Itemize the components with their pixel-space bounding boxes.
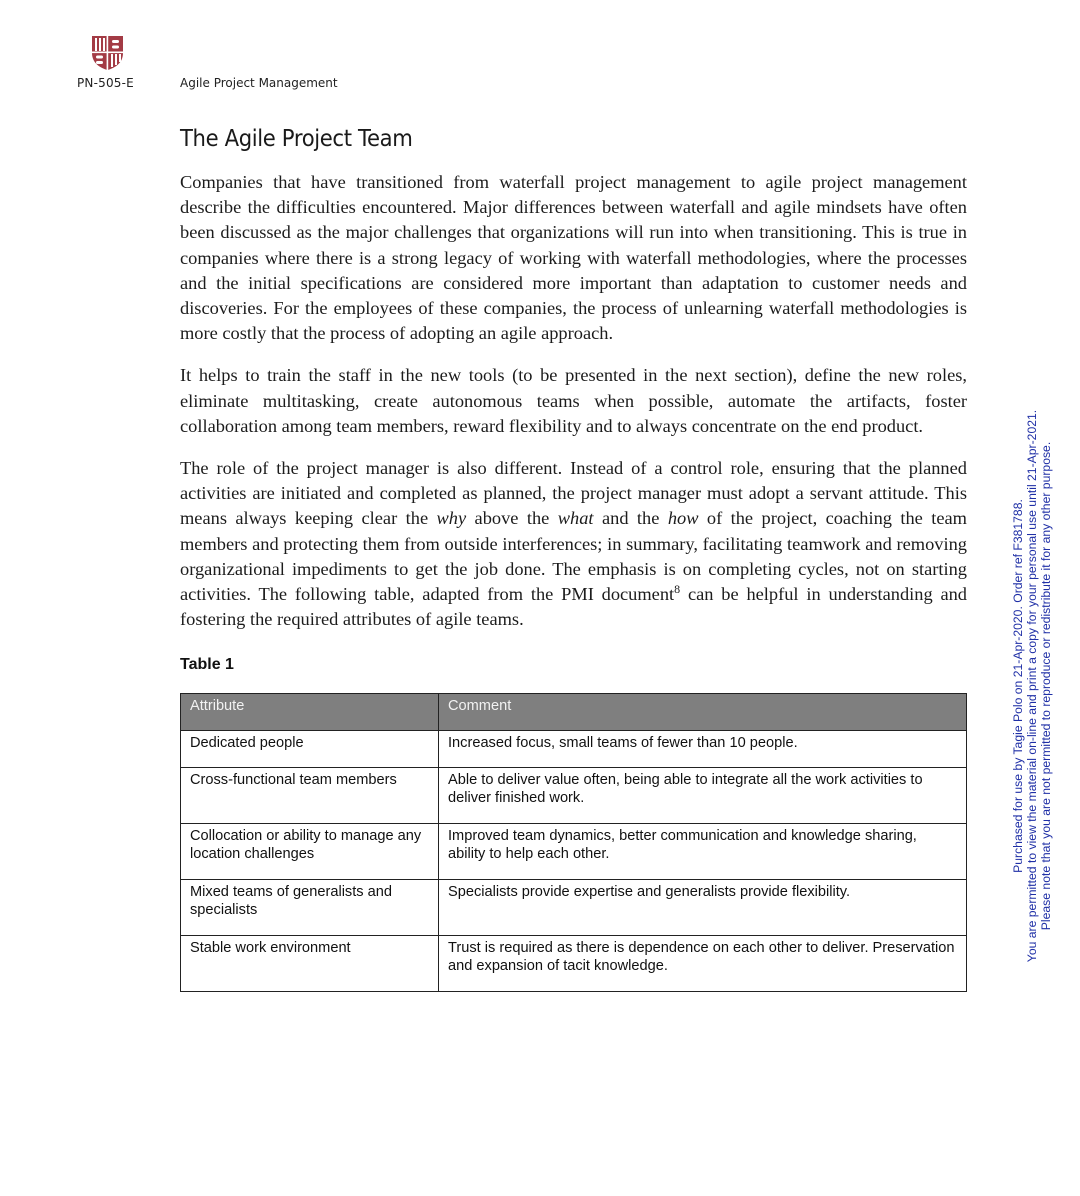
paragraph-3 [180, 456, 967, 632]
comment-cell: Trust is required as there is dependence on each other to deliver. Preservation and expansion of tacit knowledge. [439, 936, 967, 992]
table-header-row [181, 694, 967, 731]
attribute-cell: Dedicated people [181, 731, 439, 768]
comment-cell: Specialists provide expertise and generalists provide flexibility. [439, 880, 967, 936]
emphasis-what: what [557, 508, 594, 529]
table-row [181, 731, 967, 768]
attribute-cell: Collocation or ability to manage any location challenges [181, 824, 439, 880]
attribute-cell: Cross-functional team members [181, 768, 439, 824]
attributes-table [180, 693, 967, 992]
emphasis-why: why [436, 508, 467, 529]
document-body [180, 126, 967, 992]
text-run: The role of the project manager is also different. Instead of a control role, ensuring that the planned activities are initiated and completed as planned, the project manager must adopt a servant attitude. This means always keeping clear the [180, 458, 967, 529]
text-run: and the [593, 508, 668, 529]
table-row [181, 768, 967, 824]
column-header-comment: Comment [439, 694, 967, 731]
column-header-attribute: Attribute [181, 694, 439, 731]
text-run: above the [466, 508, 558, 529]
paragraph-1: Companies that have transitioned from waterfall project management to agile project management describe the difficulties encountered. Major differences between waterfall and agile mindsets have often been discussed as the major challenges that organizations will run into when transitioning. This is true in companies where there is a strong legacy of working with waterfall methodologies, where the processes and the initial specifications are considered more important than adaptation to customer needs and discoveries. For the employees of these companies, the process of unlearning waterfall methodologies is more costly that the process of adopting an agile approach. [180, 172, 967, 344]
series-title: Agile Project Management [180, 76, 338, 90]
text-run: of the project, coaching the team members and protecting them from outside interferences; in summary, facilitating teamwork and removing organizational impediments to get the job done. The emphasis is on completing cycles, not on starting activities. The following table, adapted from the PMI document [180, 508, 967, 605]
watermark-line: You are permitted to view the material on-line and print a copy for your personal use until 21-Apr-2021. [1025, 409, 1039, 963]
attribute-cell: Mixed teams of generalists and specialists [181, 880, 439, 936]
section-title: The Agile Project Team [180, 126, 413, 152]
document-code: PN-505-E [77, 76, 134, 90]
table-row [181, 880, 967, 936]
attribute-cell: Stable work environment [181, 936, 439, 992]
table-caption: Table 1 [180, 656, 234, 674]
footnote-reference[interactable]: 8 [674, 581, 681, 596]
watermark-line: Please note that you are not permitted to reproduce or redistribute it for any other purpose. [1039, 441, 1053, 931]
comment-cell: Able to deliver value often, being able to integrate all the work activities to deliver finished work. [439, 768, 967, 824]
text-run: can be helpful in understanding and fostering the required attributes of agile teams. [180, 584, 967, 630]
table-row [181, 824, 967, 880]
emphasis-how: how [667, 508, 699, 529]
shield-logo-icon [91, 35, 124, 71]
watermark-line: Purchased for use by Tagie Polo on 21-Apr-2020. Order ref F381788. [1011, 499, 1025, 873]
comment-cell: Increased focus, small teams of fewer than 10 people. [439, 731, 967, 768]
table-row [181, 936, 967, 992]
paragraph-2: It helps to train the staff in the new tools (to be presented in the next section), define the new roles, eliminate multitasking, create autonomous teams when possible, automate the artifacts, foster collaboration among team members, reward flexibility and to always concentrate on the end product. [180, 365, 967, 436]
comment-cell: Improved team dynamics, better communication and knowledge sharing, ability to help each other. [439, 824, 967, 880]
purchase-watermark [1011, 386, 1053, 986]
